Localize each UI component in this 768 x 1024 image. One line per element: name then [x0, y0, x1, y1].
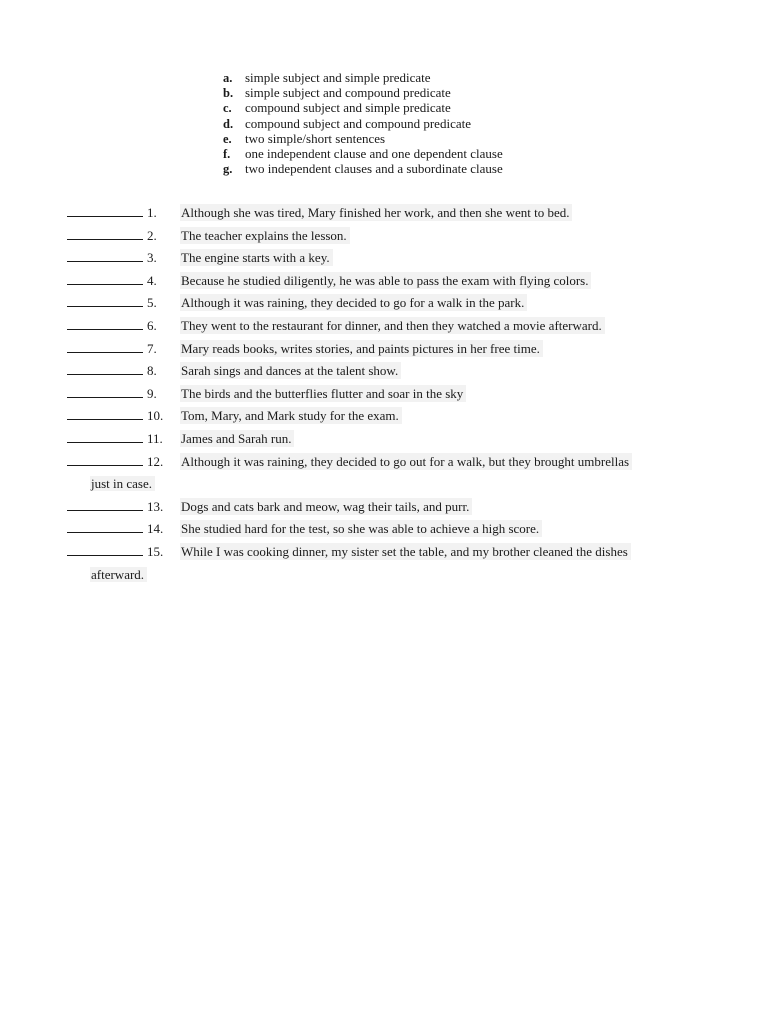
option-text: one independent clause and one dependent clause [245, 145, 503, 161]
option-letter: c. [223, 101, 232, 116]
question-text: The birds and the butterflies flutter and soar in the sky [180, 385, 466, 402]
option-text: compound subject and compound predicate [245, 115, 471, 131]
question-text: Sarah sings and dances at the talent show. [180, 362, 401, 379]
question-number: 4. [147, 272, 157, 288]
question-continuation [67, 564, 707, 587]
question-text: James and Sarah run. [180, 430, 294, 447]
question-12 [67, 451, 707, 496]
answer-blank[interactable] [67, 406, 143, 420]
question-text: Dogs and cats bark and meow, wag their tails, and purr. [180, 498, 472, 515]
option-text: compound subject and simple predicate [245, 100, 451, 116]
question-11 [67, 428, 707, 451]
question-13 [67, 496, 707, 519]
question-continuation [67, 473, 707, 496]
question-5 [67, 292, 707, 315]
question-number: 10. [147, 408, 164, 424]
question-number: 7. [147, 340, 157, 356]
question-7 [67, 338, 707, 361]
question-9 [67, 383, 707, 406]
option-letter: f. [223, 146, 231, 161]
question-text: While I was cooking dinner, my sister set the table, and my brother cleaned the dishes [180, 543, 631, 560]
question-text: Tom, Mary, and Mark study for the exam. [180, 407, 402, 424]
question-number: 3. [147, 250, 157, 266]
question-2 [67, 225, 707, 248]
question-number: 15. [147, 543, 164, 559]
question-number: 5. [147, 295, 157, 311]
question-3 [67, 247, 707, 270]
answer-blank[interactable] [67, 519, 143, 533]
question-number: 13. [147, 498, 164, 514]
question-number: 8. [147, 363, 157, 379]
answer-blank[interactable] [67, 226, 143, 240]
option-f [223, 146, 507, 161]
option-letter: g. [223, 162, 233, 177]
option-g [223, 161, 507, 176]
option-letter: a. [223, 71, 233, 85]
option-e [223, 131, 507, 146]
question-text: They went to the restaurant for dinner, and then they watched a movie afterward. [180, 317, 605, 334]
question-1 [67, 202, 707, 225]
answer-blank[interactable] [67, 271, 143, 285]
answer-blank[interactable] [67, 542, 143, 556]
question-number: 2. [147, 227, 157, 243]
question-8 [67, 360, 707, 383]
question-text: Mary reads books, writes stories, and paints pictures in her free time. [180, 340, 543, 357]
option-text: two independent clauses and a subordinate clause [245, 161, 503, 177]
answer-blank[interactable] [67, 293, 143, 307]
question-number: 12. [147, 453, 164, 469]
question-number: 9. [147, 385, 157, 401]
option-b [223, 85, 507, 100]
option-a [223, 70, 507, 85]
question-number: 11. [147, 430, 163, 446]
answer-blank[interactable] [67, 384, 143, 398]
question-4 [67, 270, 707, 293]
answer-blank[interactable] [67, 203, 143, 217]
question-text: The engine starts with a key. [180, 249, 333, 266]
question-10 [67, 405, 707, 428]
question-number: 1. [147, 205, 157, 220]
answer-blank[interactable] [67, 316, 143, 330]
question-6 [67, 315, 707, 338]
answer-options-list [223, 70, 507, 176]
question-15 [67, 541, 707, 586]
answer-blank[interactable] [67, 452, 143, 466]
option-d [223, 116, 507, 131]
option-letter: b. [223, 86, 234, 101]
question-text: Although she was tired, Mary finished her work, and then she went to bed. [180, 204, 572, 221]
answer-blank[interactable] [67, 361, 143, 375]
question-14 [67, 518, 707, 541]
question-text: Although it was raining, they decided to go out for a walk, but they brought umbrellas [180, 453, 632, 470]
option-text: simple subject and simple predicate [245, 70, 431, 85]
answer-blank[interactable] [67, 248, 143, 262]
answer-blank[interactable] [67, 497, 143, 511]
questions-list [67, 202, 707, 586]
question-number: 14. [147, 521, 164, 537]
question-number: 6. [147, 317, 157, 333]
option-text: simple subject and compound predicate [245, 85, 451, 101]
question-text: The teacher explains the lesson. [180, 227, 350, 244]
answer-blank[interactable] [67, 339, 143, 353]
question-text: Although it was raining, they decided to go for a walk in the park. [180, 294, 527, 311]
option-letter: e. [223, 131, 232, 146]
question-text-continued: just in case. [90, 476, 155, 491]
answer-blank[interactable] [67, 429, 143, 443]
option-text: two simple/short sentences [245, 130, 386, 146]
option-c [223, 100, 507, 115]
question-text: She studied hard for the test, so she was able to achieve a high score. [180, 520, 542, 537]
option-letter: d. [223, 116, 234, 131]
question-text: Because he studied diligently, he was able to pass the exam with flying colors. [180, 272, 591, 289]
question-text-continued: afterward. [90, 567, 147, 582]
